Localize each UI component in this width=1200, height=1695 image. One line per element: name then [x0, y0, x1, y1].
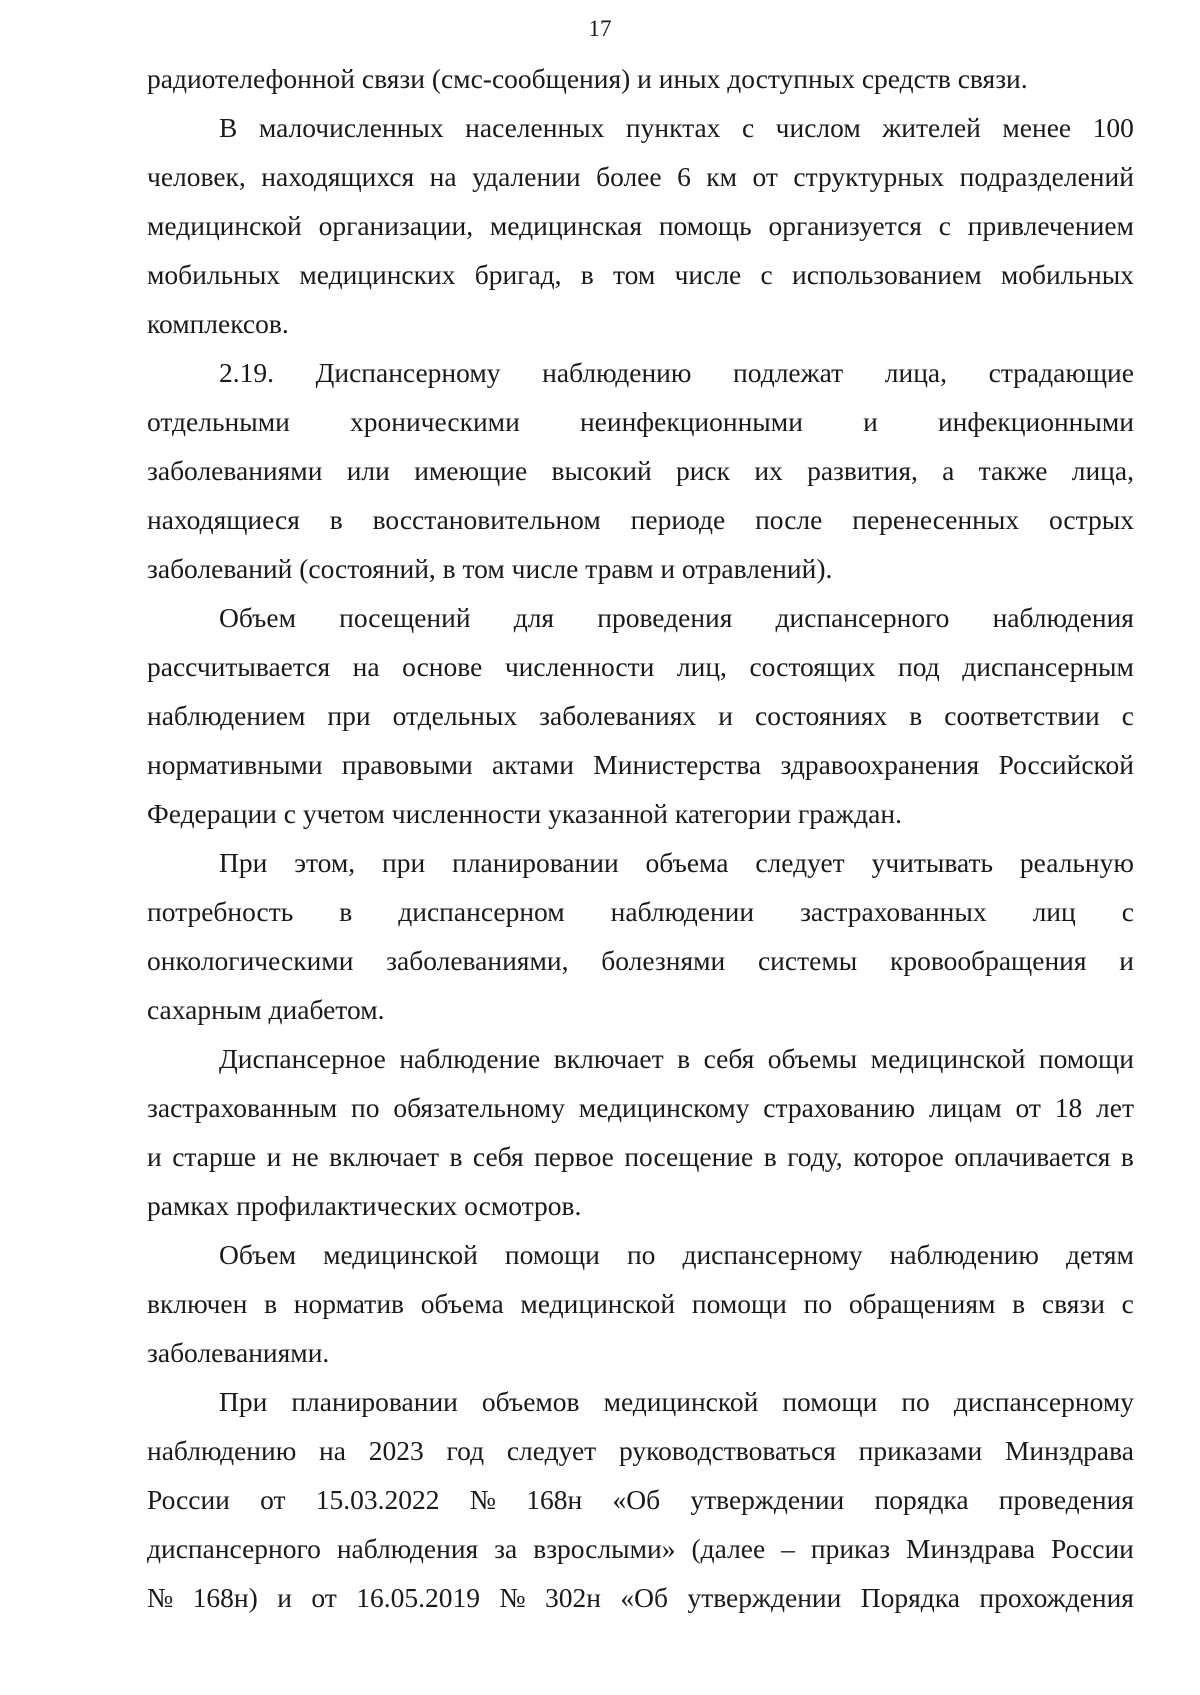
paragraph [147, 103, 1134, 348]
paragraph [147, 838, 1134, 1034]
text-line: При этом, при планировании объема следует учитывать реальную [219, 847, 1134, 878]
text-line: заболеваниями. [147, 1337, 330, 1368]
text-line: рамках профилактических осмотров. [147, 1190, 582, 1221]
text-line: Диспансерное наблюдение включает в себя объемы медицинской помощи [219, 1043, 1134, 1074]
paragraph [147, 593, 1134, 838]
document-body [147, 54, 1134, 1622]
text-line: наблюдением при отдельных заболеваниях и состояниях в соответствии с [147, 700, 1134, 731]
text-line: рассчитывается на основе численности лиц, состоящих под диспансерным [147, 651, 1134, 682]
text-line: потребность в диспансерном наблюдении застрахованных лиц с [147, 896, 1134, 927]
text-line: отдельными хроническими неинфекционными и инфекционными [147, 406, 1134, 437]
paragraph [147, 348, 1134, 593]
paragraph [147, 1377, 1134, 1622]
text-line: и старше и не включает в себя первое посещение в году, которое оплачивается в [147, 1141, 1134, 1172]
text-line: мобильных медицинских бригад, в том числе с использованием мобильных [147, 259, 1134, 290]
text-line: радиотелефонной связи (смс-сообщения) и иных доступных средств связи. [147, 63, 1028, 94]
text-line: медицинской организации, медицинская помощь организуется с привлечением [147, 210, 1134, 241]
text-line: заболеваниями или имеющие высокий риск их развития, а также лица, [147, 455, 1134, 486]
text-line: комплексов. [147, 308, 289, 339]
paragraph [147, 54, 1134, 103]
text-line: Федерации с учетом численности указанной категории граждан. [147, 798, 902, 829]
text-line: 2.19. Диспансерному наблюдению подлежат лица, страдающие [219, 357, 1134, 388]
text-line: сахарным диабетом. [147, 994, 385, 1025]
text-line: № 168н) и от 16.05.2019 № 302н «Об утверждении Порядка прохождения [147, 1582, 1134, 1613]
text-line: В малочисленных населенных пунктах с числом жителей менее 100 [219, 112, 1134, 143]
text-line: При планировании объемов медицинской помощи по диспансерному [219, 1386, 1134, 1417]
text-line: онкологическими заболеваниями, болезнями системы кровообращения и [147, 945, 1134, 976]
text-line: нормативными правовыми актами Министерства здравоохранения Российской [147, 749, 1134, 780]
text-line: Объем медицинской помощи по диспансерному наблюдению детям [219, 1239, 1134, 1270]
text-line: включен в норматив объема медицинской помощи по обращениям в связи с [147, 1288, 1134, 1319]
page-number: 17 [588, 16, 612, 41]
text-line: наблюдению на 2023 год следует руководствоваться приказами Минздрава [147, 1435, 1134, 1466]
text-line: человек, находящихся на удалении более 6 км от структурных подразделений [147, 161, 1134, 192]
text-line: Объем посещений для проведения диспансерного наблюдения [219, 602, 1134, 633]
text-line: России от 15.03.2022 № 168н «Об утверждении порядка проведения [147, 1484, 1134, 1515]
text-line: диспансерного наблюдения за взрослыми» (далее – приказ Минздрава России [147, 1533, 1134, 1564]
text-line: заболеваний (состояний, в том числе травм и отравлений). [147, 553, 833, 584]
paragraph [147, 1034, 1134, 1230]
text-line: застрахованным по обязательному медицинскому страхованию лицам от 18 лет [147, 1092, 1134, 1123]
paragraph [147, 1230, 1134, 1377]
text-line: находящиеся в восстановительном периоде после перенесенных острых [147, 504, 1134, 535]
